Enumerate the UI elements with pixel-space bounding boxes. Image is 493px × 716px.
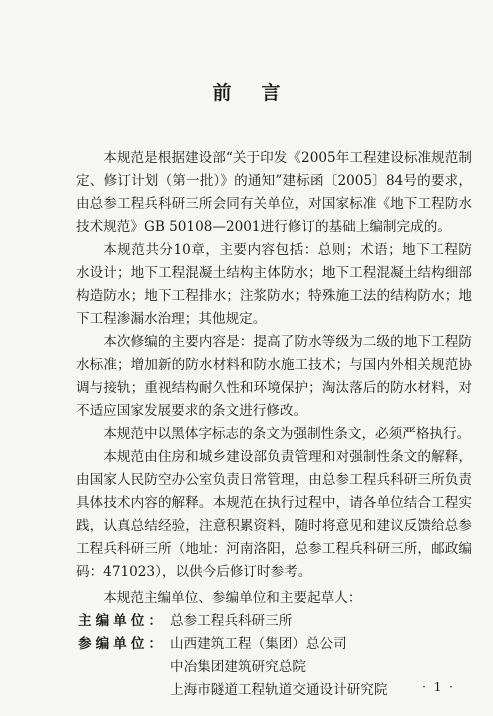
participating-unit-row: [76, 656, 472, 679]
participating-unit-value: 山西建筑工程（集团）总公司: [170, 636, 347, 652]
chief-unit-value: 总参工程兵科研三所: [170, 613, 293, 629]
page-title: 前言: [212, 82, 311, 104]
page-number: · 1 ·: [422, 680, 455, 694]
paragraph-mandatory: 本规范中以黑体字标志的条文为强制性条文，必须严格执行。: [103, 426, 471, 442]
preface-body: [76, 147, 472, 584]
drafters-intro: 本规范主编单位、参编单位和主要起草人：: [103, 590, 362, 606]
participating-unit-row: [76, 679, 472, 702]
participating-unit-row: [76, 633, 472, 656]
paragraph-contents: 本规范共分10章，主要内容包括：总则；术语；地下工程防水设计；地下工程混凝土结构主体防水；地下工程混凝土结构细部构造防水；地下工程排水；注浆防水；特殊施工法的结构防水；地下工程渗漏水治理；其他规定。: [76, 242, 472, 327]
participating-unit-value: 中冶集团建筑研究总院: [170, 659, 306, 675]
participating-unit-label: 参编单位：: [78, 636, 166, 652]
paragraph-management: 本规范由住房和城乡建设部负责管理和对强制性条文的解释，由国家人民防空办公室负责日常管理，由总参工程兵科研三所负责具体技术内容的解释。本规范在执行过程中，请各单位结合工程实践，认真总结经验，注意积累资料，随时将意见和建议反馈给总参工程兵科研三所（地址：河南洛阳，总参工程兵科研三所，邮政编码：471023），以供今后修订时参考。: [76, 449, 472, 580]
drafters-section: [76, 587, 472, 702]
chief-unit-row: [76, 610, 472, 633]
participating-unit-value: 上海市隧道工程轨道交通设计研究院: [170, 682, 388, 698]
chief-unit-label: 主编单位：: [78, 613, 166, 629]
paragraph-revisions: 本次修编的主要内容是：提高了防水等级为二级的地下工程防水标准；增加新的防水材料和防水施工技术；与国内外相关规范协调与接轨；重视结构耐久性和环境保护；淘汰落后的防水材料，对不适应国家发展要求的条文进行修改。: [76, 334, 472, 419]
paragraph-basis: 本规范是根据建设部“关于印发《2005年工程建设标准规范制定、修订计划（第一批）》的通知”建标函〔2005〕84号的要求，由总参工程兵科研三所会同有关单位，对国家标准《地下工程防水技术规范》GB 50108—2001进行修订的基础上编制完成的。: [76, 150, 472, 235]
drafters-intro-row: [76, 587, 472, 610]
